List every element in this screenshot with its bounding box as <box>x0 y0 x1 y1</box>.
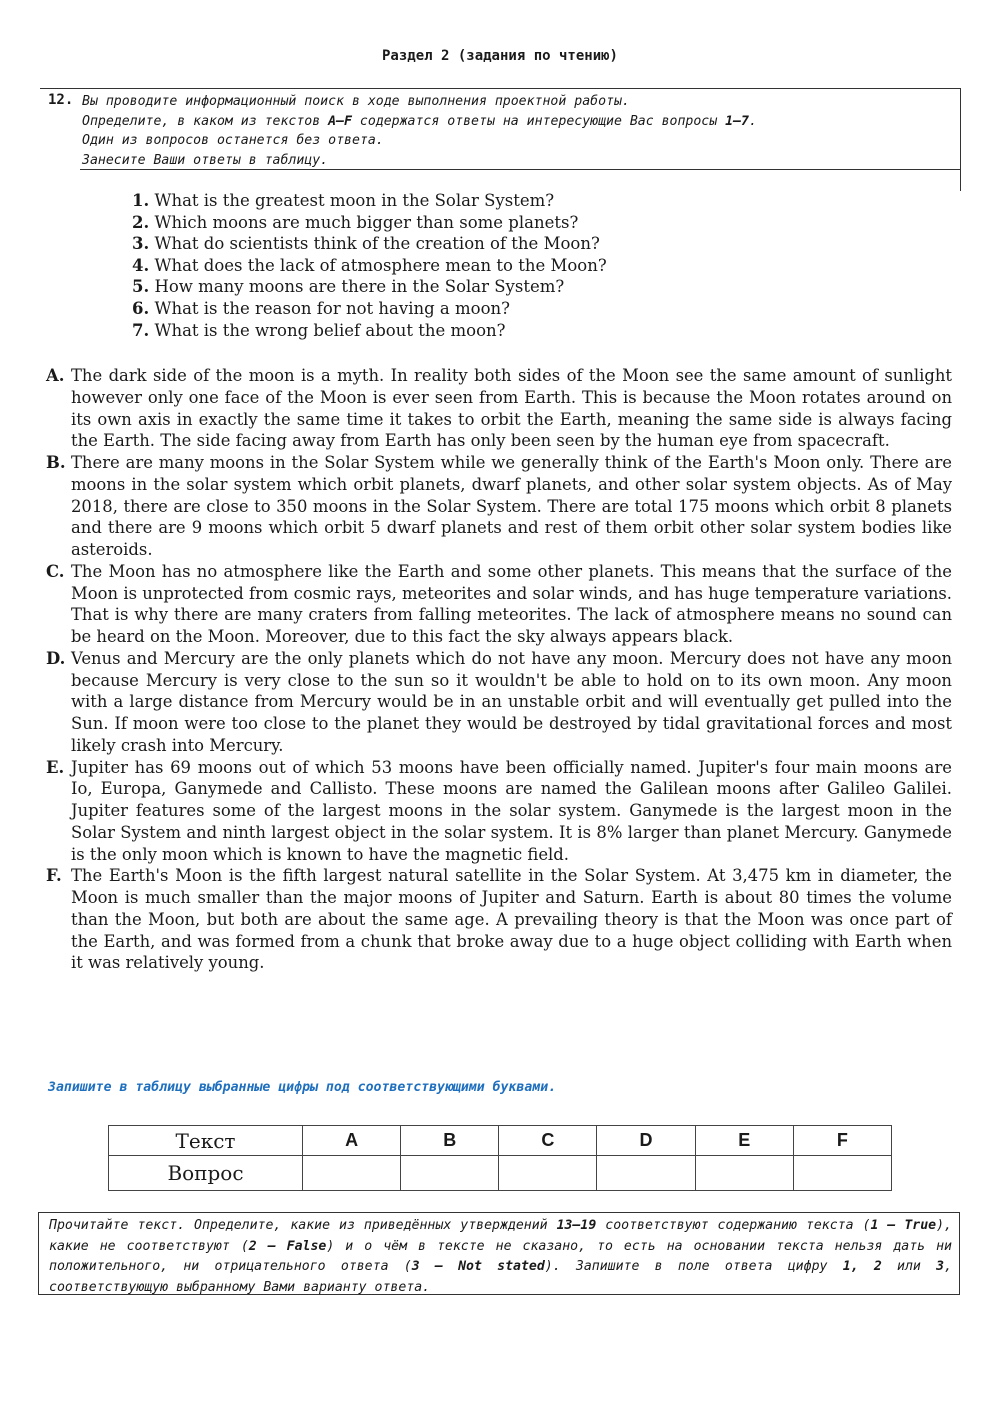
question-number: 2. <box>132 212 150 232</box>
text-body: The Earth's Moon is the fifth largest natural satellite in the Solar System. At 3,475 km in diameter, the Moon is much smaller than the major moons of Jupiter and Saturn. Earth is about 80 times the volume than the Moon, but both are about the same age. A prevailing theory is that the Moon was once part of the Earth, and was formed from a chunk that broke away due to a huge object colliding with Earth when it was relatively young. <box>71 866 952 973</box>
text-c <box>46 561 952 648</box>
row-label-text: Текст <box>109 1126 303 1156</box>
question-number: 5. <box>132 277 150 297</box>
task13-part: , соответствующую выбранному Вами варианту ответа. <box>49 1259 953 1295</box>
column-header-e: E <box>695 1126 793 1156</box>
question-text: What is the greatest moon in the Solar System? <box>149 191 555 210</box>
task13-option-true: 1 – True <box>870 1218 937 1233</box>
question-item <box>132 190 607 212</box>
task13-part: соответствуют содержанию текста ( <box>596 1218 871 1233</box>
table-row <box>109 1156 892 1191</box>
text-letter: B. <box>46 453 66 472</box>
text-d <box>46 648 952 757</box>
task-line-1: Вы проводите информационный поиск в ходе выполнения проектной работы. <box>82 94 630 109</box>
task-line-2-a: Определите, в каком из текстов <box>82 113 329 129</box>
text-letter: D. <box>46 648 66 668</box>
text-letter: C. <box>46 561 65 581</box>
text-a <box>46 365 952 452</box>
task-line-2-e: . <box>748 113 757 129</box>
task13-digit-3: 3 <box>936 1259 945 1274</box>
text-body: The Moon has no atmosphere like the Earth and some other planets. This means that the surface of the Moon is unprotected from cosmic rays, meteorites and solar winds, and has huge temperature variations. That is why there are many craters from falling meteorites. The lack of atmosphere means no sound can be heard on the Moon. Moreover, due to this fact the sky always appears black. <box>71 561 952 646</box>
column-header-d: D <box>597 1126 695 1156</box>
task13-option-false: 2 – False <box>248 1238 327 1254</box>
column-header-f: F <box>793 1126 891 1156</box>
task-line-4: Занесите Ваши ответы в таблицу. <box>82 152 329 168</box>
text-e <box>46 757 952 866</box>
question-item <box>132 212 607 234</box>
column-header-c: C <box>499 1126 597 1156</box>
answer-cell-b[interactable] <box>401 1156 499 1191</box>
text-letter: E. <box>46 757 65 777</box>
answer-cell-a[interactable] <box>303 1156 401 1191</box>
question-item <box>132 276 607 298</box>
task-range-questions: 1–7 <box>725 113 749 129</box>
column-header-b: B <box>401 1126 499 1156</box>
task13-part: ), какие не соответствуют ( <box>49 1218 952 1254</box>
question-text: How many moons are there in the Solar System? <box>149 277 565 297</box>
question-number: 7. <box>132 320 150 340</box>
column-header-a: A <box>303 1126 401 1156</box>
text-body: Jupiter has 69 moons out of which 53 moons have been officially named. Jupiter's four main moons are Io, Europa, Ganymede and Callisto. These moons are named the Galilean moons after Galileo Galilei. Jupiter features some of the largest moons in the solar system. Ganymede is the largest moon in the Solar System and ninth largest object in the solar system. It is 8% larger than planet Mercury. Ganymede is the only moon which is known to have the magnetic field. <box>71 757 952 864</box>
text-body: Venus and Mercury are the only planets which do not have any moon. Mercury does not have any moon because Mercury is very close to the sun so it wouldn't be able to hold on to its own moon. Any moon with a large distance from Mercury would be in an unstable orbit and will eventually get pulled into the Sun. If moon were too close to the planet they would be destroyed by tidal gravitational forces and most likely crash into Mercury. <box>71 648 952 755</box>
answer-cell-e[interactable] <box>695 1156 793 1191</box>
question-number: 6. <box>132 298 150 318</box>
task13-part: ) и о чём в тексте не сказано, то есть на основании текста нельзя дать ни положительного, ни отрицательного ответа ( <box>49 1238 952 1274</box>
task13-digits: 1, 2 <box>842 1259 882 1274</box>
row-label-question: Вопрос <box>109 1156 303 1191</box>
table-row <box>109 1126 892 1156</box>
question-item <box>132 255 607 277</box>
task-number: 12. <box>48 92 74 108</box>
question-text: What is the reason for not having a moon? <box>149 298 510 318</box>
question-text: Which moons are much bigger than some planets? <box>149 212 579 232</box>
task-line-2-c: содержатся ответы на интересующие Вас вопросы <box>351 113 726 129</box>
answer-cell-f[interactable] <box>793 1156 891 1191</box>
question-text: What is the wrong belief about the moon? <box>149 320 506 340</box>
text-b <box>46 452 952 561</box>
task-instructions <box>82 92 952 170</box>
answer-cell-d[interactable] <box>597 1156 695 1191</box>
task13-option-not-stated: 3 – Not stated <box>411 1259 545 1274</box>
question-text: What does the lack of atmosphere mean to the Moon? <box>149 255 607 275</box>
text-f <box>46 865 952 974</box>
table-instruction: Запишите в таблицу выбранные цифры под соответствующими буквами. <box>48 1080 557 1095</box>
questions-list <box>132 190 607 341</box>
box-divider <box>960 169 961 191</box>
question-item <box>132 298 607 320</box>
answer-cell-c[interactable] <box>499 1156 597 1191</box>
answer-table <box>108 1125 892 1191</box>
task-13-instructions <box>49 1216 952 1298</box>
task-range-texts: A–F <box>328 113 352 129</box>
text-body: The dark side of the moon is a myth. In reality both sides of the Moon see the same amount of sunlight however only one face of the Moon is ever seen from Earth. This is because the Moon rotates around on its own axis in exactly the same time it takes to orbit the Earth, meaning the same side is always facing the Earth. The side facing away from Earth has only been seen by the human eye from spacecraft. <box>71 366 952 451</box>
task13-part: ). Запишите в поле ответа цифру <box>544 1259 843 1274</box>
question-item <box>132 233 607 255</box>
task13-range: 13–19 <box>556 1218 597 1233</box>
task-line-2 <box>82 112 952 132</box>
question-number: 1. <box>132 191 150 210</box>
section-title: Раздел 2 (задания по чтению) <box>381 48 618 64</box>
task13-part: или <box>881 1259 937 1274</box>
task13-part: Прочитайте текст. Определите, какие из приведённых утверждений <box>49 1218 557 1233</box>
text-letter: F. <box>46 866 62 886</box>
task-13-instructions-box <box>38 1212 960 1295</box>
task-line-3: Один из вопросов останется без ответа. <box>82 133 384 148</box>
question-number: 4. <box>132 255 150 275</box>
reading-texts <box>46 365 952 974</box>
question-text: What do scientists think of the creation of the Moon? <box>149 234 600 254</box>
text-body: There are many moons in the Solar System while we generally think of the Earth's Moon only. There are moons in the solar system which orbit planets, dwarf planets, and other solar system objects. As of May 2018, there are close to 350 moons in the Solar System. There are total 175 moons which orbit 8 planets and there are 9 moons which orbit 5 dwarf planets and rest of them orbit other solar system bodies like asteroids. <box>71 453 952 559</box>
task-12-box <box>40 88 961 169</box>
question-item <box>132 320 607 342</box>
question-number: 3. <box>132 234 150 254</box>
text-letter: A. <box>46 366 65 385</box>
